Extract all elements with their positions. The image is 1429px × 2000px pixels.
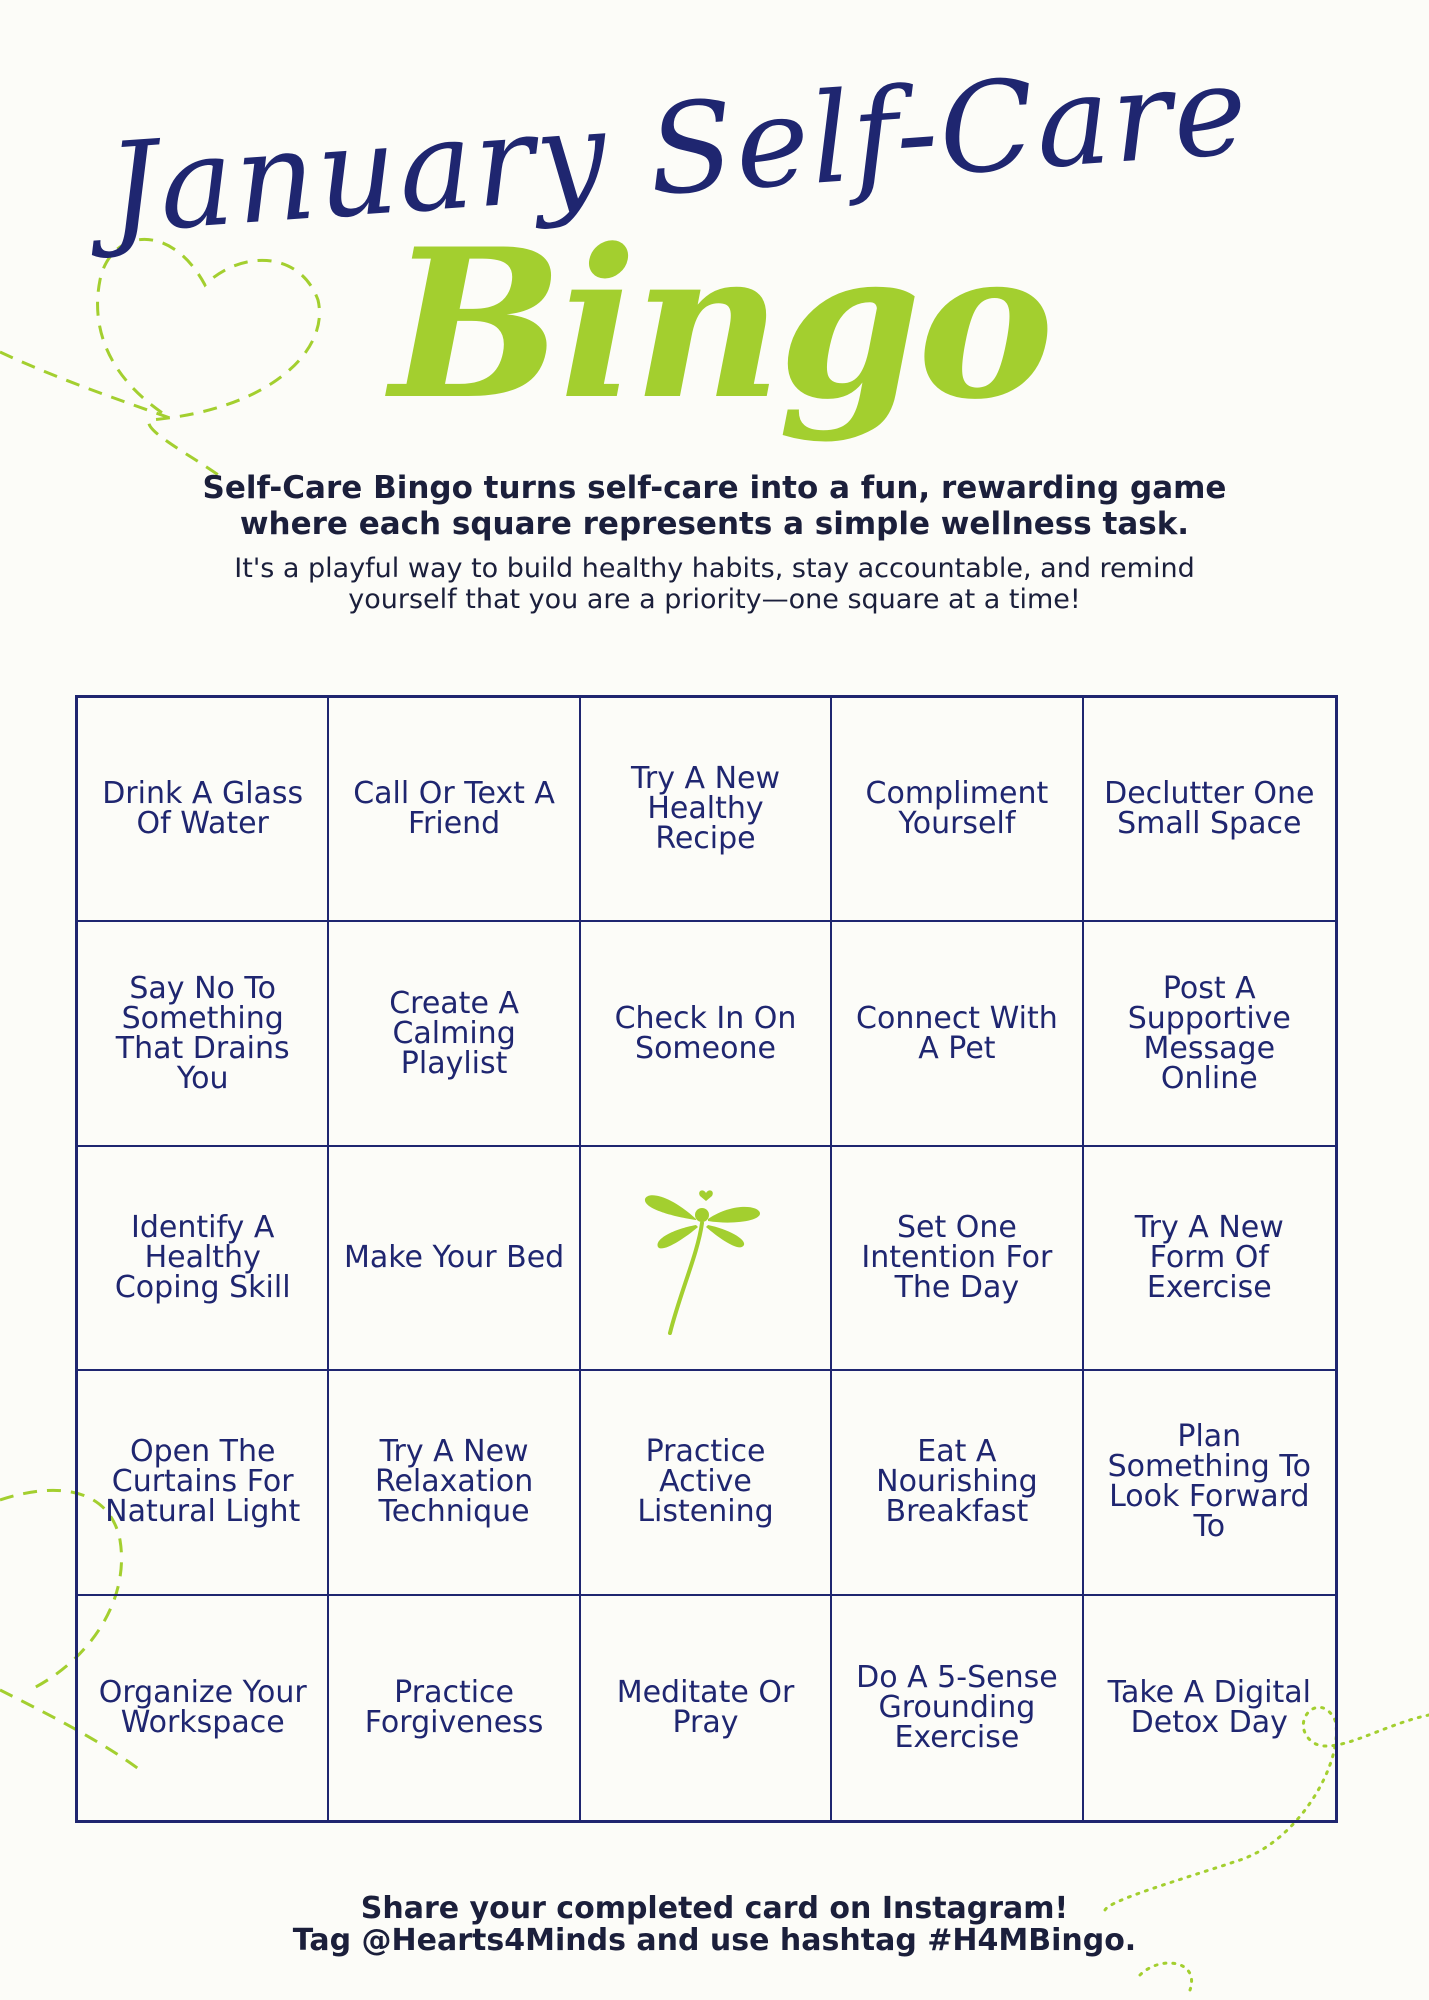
bingo-cell[interactable]: Connect With A Pet xyxy=(832,922,1083,1146)
dragonfly-icon xyxy=(640,1173,770,1343)
bingo-cell[interactable]: Set One Intention For The Day xyxy=(832,1147,1083,1371)
bingo-cell[interactable]: Open The Curtains For Natural Light xyxy=(78,1371,329,1595)
bingo-cell[interactable]: Meditate Or Pray xyxy=(581,1596,832,1820)
title-bingo: Bingo xyxy=(389,205,1051,445)
bingo-cell[interactable]: Declutter One Small Space xyxy=(1084,698,1335,922)
bingo-cell[interactable]: Organize Your Workspace xyxy=(78,1596,329,1820)
bingo-cell[interactable]: Make Your Bed xyxy=(329,1147,580,1371)
bingo-cell[interactable]: Eat A Nourishing Breakfast xyxy=(832,1371,1083,1595)
intro-lead: Self-Care Bingo turns self-care into a fun, rewarding game where each square represents a simple wellness task. xyxy=(202,470,1227,542)
bingo-cell[interactable]: Say No To Something That Drains You xyxy=(78,922,329,1146)
bingo-cell[interactable]: Call Or Text A Friend xyxy=(329,698,580,922)
bingo-cell[interactable]: Compliment Yourself xyxy=(832,698,1083,922)
bingo-cell[interactable]: Try A New Healthy Recipe xyxy=(581,698,832,922)
bingo-cell[interactable]: Try A New Form Of Exercise xyxy=(1084,1147,1335,1371)
bingo-cell[interactable]: Drink A Glass Of Water xyxy=(78,698,329,922)
title-script: January Self-Care xyxy=(103,38,1254,262)
footer xyxy=(100,1893,1329,1957)
bingo-free-space[interactable] xyxy=(581,1147,832,1371)
bingo-cell[interactable]: Practice Active Listening xyxy=(581,1371,832,1595)
intro-sub: It's a playful way to build healthy habits, stay accountable, and remind yourself that you are a priority—one square at a time! xyxy=(234,553,1195,615)
bingo-cell[interactable]: Identify A Healthy Coping Skill xyxy=(78,1147,329,1371)
footer-line-2: Tag @Hearts4Minds and use hashtag #H4MBingo. xyxy=(292,1923,1137,1958)
bingo-cell[interactable]: Check In On Someone xyxy=(581,922,832,1146)
bingo-cell[interactable]: Create A Calming Playlist xyxy=(329,922,580,1146)
bingo-cell[interactable]: Try A New Relaxation Technique xyxy=(329,1371,580,1595)
bingo-cell[interactable]: Plan Something To Look Forward To xyxy=(1084,1371,1335,1595)
footer-line-1: Share your completed card on Instagram! xyxy=(360,1891,1069,1926)
bingo-cell[interactable]: Practice Forgiveness xyxy=(329,1596,580,1820)
bingo-cell[interactable]: Take A Digital Detox Day xyxy=(1107,1674,1311,1740)
bingo-grid xyxy=(75,695,1338,1823)
bingo-cell[interactable]: Do A 5-Sense Grounding Exercise xyxy=(832,1596,1083,1820)
bingo-cell[interactable]: Post A Supportive Message Online xyxy=(1084,922,1335,1146)
